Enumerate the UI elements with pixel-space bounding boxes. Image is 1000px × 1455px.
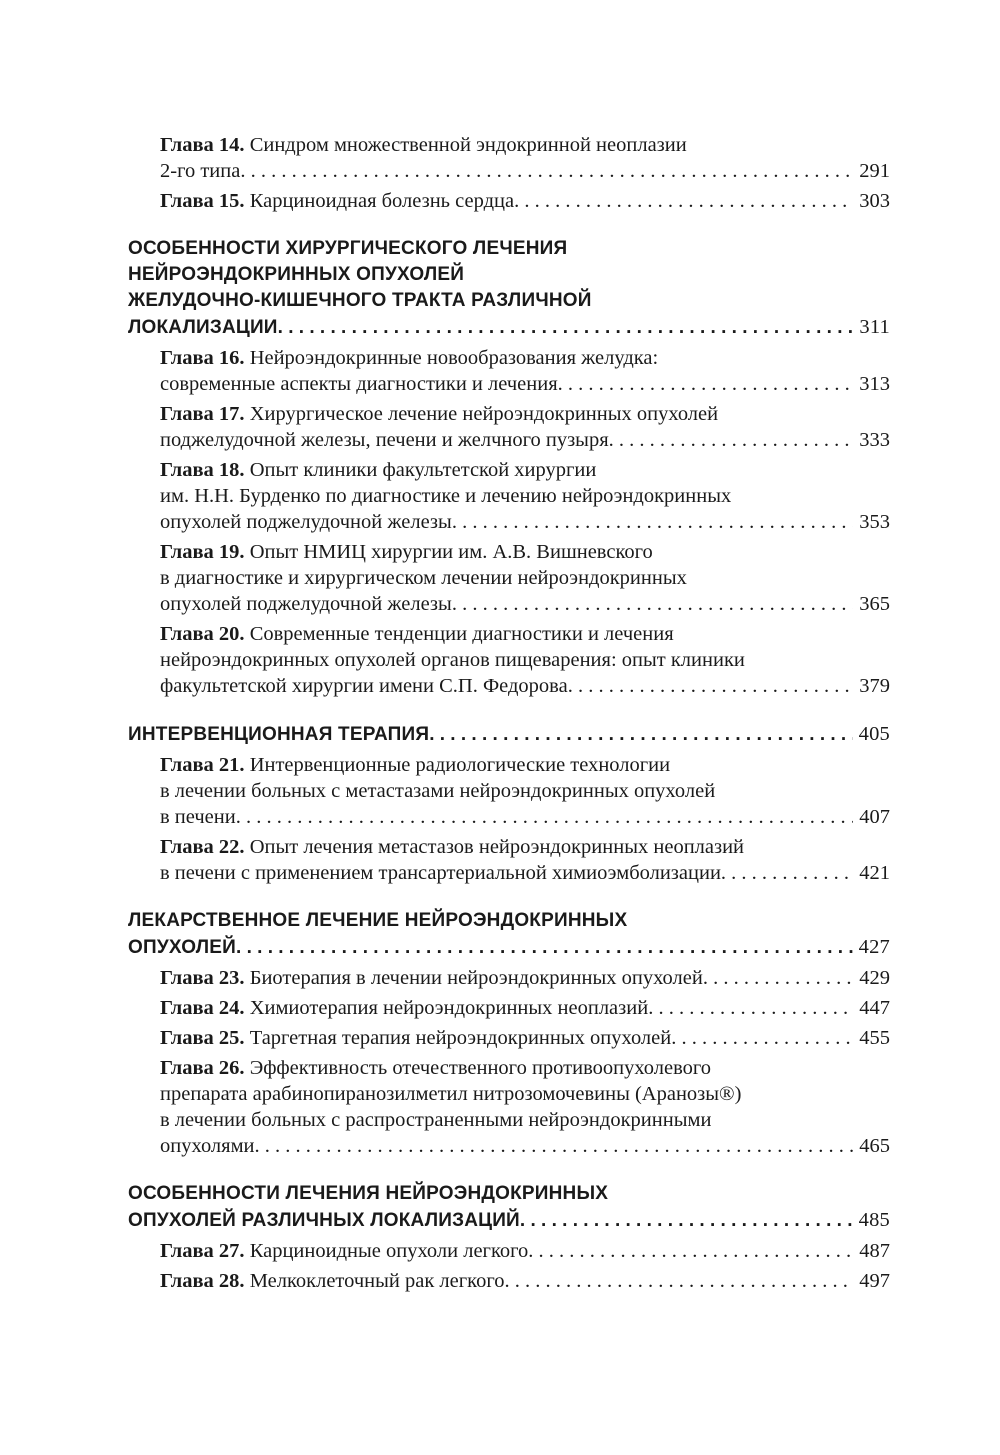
toc-entry-text bbox=[160, 1025, 671, 1051]
toc-entry-line bbox=[160, 834, 890, 860]
dot-leader bbox=[452, 591, 853, 617]
chapter-title-text: Карциноидная болезнь сердца bbox=[249, 190, 515, 212]
toc-entry-text bbox=[160, 158, 240, 184]
chapter-title-text: Мелкоклеточный рак легкого bbox=[249, 1270, 505, 1292]
toc-entry-text bbox=[160, 427, 609, 453]
toc-entry-final-line bbox=[128, 934, 890, 961]
toc-entry-final-line bbox=[160, 371, 890, 397]
page-number: 353 bbox=[859, 511, 890, 533]
page-number: 407 bbox=[859, 806, 890, 828]
toc-entry-text bbox=[160, 1238, 528, 1264]
dot-leader bbox=[558, 371, 854, 397]
chapter-title-text: опухолей поджелудочной железы bbox=[160, 593, 452, 615]
dot-leader bbox=[514, 188, 853, 214]
toc-entry-text bbox=[160, 1268, 504, 1294]
section-title-text: ОПУХОЛЕЙ bbox=[128, 937, 237, 958]
toc-entry-line bbox=[160, 647, 890, 673]
chapter-title-text: препарата арабинопиранозилметил нитрозомочевины (Аранозы®) bbox=[160, 1083, 742, 1105]
toc-entry-final-line bbox=[160, 1268, 890, 1294]
dot-leader bbox=[528, 1238, 853, 1264]
toc-section-entry bbox=[128, 236, 890, 341]
page-number: 447 bbox=[859, 997, 890, 1019]
toc-entry-line bbox=[160, 401, 890, 427]
toc-entry-line bbox=[160, 565, 890, 591]
chapter-title-text: Хирургическое лечение нейроэндокринных опухолей bbox=[249, 403, 719, 425]
toc-entry-text bbox=[160, 509, 452, 535]
chapter-label: Глава 17. bbox=[160, 403, 245, 425]
toc-entry-line bbox=[160, 483, 890, 509]
chapter-label: Глава 24. bbox=[160, 997, 245, 1019]
toc-entry-line bbox=[160, 1107, 890, 1133]
toc-chapter-entry bbox=[128, 345, 890, 397]
dot-leader bbox=[278, 315, 854, 341]
chapter-label: Глава 15. bbox=[160, 190, 245, 212]
chapter-title-text: Интервенционные радиологические технологии bbox=[249, 754, 671, 776]
chapter-title-text: Карциноидные опухоли легкого bbox=[249, 1240, 529, 1262]
toc-chapter-entry bbox=[128, 401, 890, 453]
toc-chapter-entry bbox=[128, 132, 890, 184]
section-title-text: ЖЕЛУДОЧНО-КИШЕЧНОГО ТРАКТА РАЗЛИЧНОЙ bbox=[128, 290, 592, 311]
toc-entry-final-line bbox=[128, 721, 890, 748]
toc-entry-final-line bbox=[160, 995, 890, 1021]
dot-leader bbox=[236, 804, 854, 830]
toc-entry-text bbox=[160, 965, 703, 991]
toc-chapter-entry bbox=[128, 834, 890, 886]
toc-entry-line bbox=[160, 539, 890, 565]
toc-entry-line bbox=[160, 621, 890, 647]
dot-leader bbox=[520, 1208, 853, 1234]
toc-chapter-entry bbox=[128, 752, 890, 830]
toc-entry-text bbox=[128, 315, 278, 341]
section-title-text: ОПУХОЛЕЙ РАЗЛИЧНЫХ ЛОКАЛИЗАЦИЙ bbox=[128, 1210, 520, 1231]
toc-section-entry bbox=[128, 721, 890, 748]
page-number: 379 bbox=[859, 675, 890, 697]
dot-leader bbox=[236, 935, 853, 961]
page-number: 465 bbox=[859, 1135, 890, 1157]
toc-chapter-entry bbox=[128, 965, 890, 991]
toc-entry-text bbox=[160, 804, 236, 830]
chapter-title-text: Нейроэндокринные новообразования желудка: bbox=[249, 347, 659, 369]
toc-chapter-entry bbox=[128, 188, 890, 214]
page-number: 303 bbox=[859, 190, 890, 212]
chapter-title-text: Биотерапия в лечении нейроэндокринных опухолей bbox=[249, 967, 703, 989]
toc-entry-line bbox=[128, 288, 890, 314]
page-number: 429 bbox=[859, 967, 890, 989]
chapter-title-text: опухолями bbox=[160, 1135, 255, 1157]
toc-section-entry bbox=[128, 1181, 890, 1234]
toc-entry-final-line bbox=[160, 158, 890, 184]
toc-entry-line bbox=[128, 908, 890, 934]
toc-entry-final-line bbox=[160, 509, 890, 535]
page-number: 311 bbox=[859, 316, 890, 338]
toc-entry-final-line bbox=[160, 860, 890, 886]
dot-leader bbox=[452, 509, 853, 535]
chapter-title-text: факультетской хирургии имени С.П. Федорова bbox=[160, 675, 568, 697]
toc-entry-line bbox=[160, 1081, 890, 1107]
dot-leader bbox=[504, 1268, 853, 1294]
toc-entry-line bbox=[160, 778, 890, 804]
toc-chapter-entry bbox=[128, 457, 890, 535]
chapter-title-text: Химиотерапия нейроэндокринных неоплазий bbox=[249, 997, 649, 1019]
dot-leader bbox=[648, 995, 853, 1021]
toc-entry-line bbox=[160, 132, 890, 158]
toc-entry-text bbox=[128, 722, 429, 748]
section-title-text: ИНТЕРВЕНЦИОННАЯ ТЕРАПИЯ bbox=[128, 724, 430, 745]
chapter-title-text: поджелудочной железы, печени и желчного пузыря bbox=[160, 429, 609, 451]
page-number: 405 bbox=[858, 723, 890, 745]
toc-chapter-entry bbox=[128, 995, 890, 1021]
chapter-label: Глава 18. bbox=[160, 459, 245, 481]
toc-entry-text bbox=[128, 935, 236, 961]
page-number: 421 bbox=[859, 862, 890, 884]
chapter-title-text: Синдром множественной эндокринной неоплазии bbox=[249, 134, 687, 156]
toc-entry-text bbox=[160, 591, 452, 617]
chapter-label: Глава 22. bbox=[160, 836, 245, 858]
toc-entry-final-line bbox=[160, 427, 890, 453]
chapter-label: Глава 19. bbox=[160, 541, 245, 563]
toc-entry-final-line bbox=[160, 673, 890, 699]
toc-chapter-entry bbox=[128, 1025, 890, 1051]
toc-chapter-entry bbox=[128, 1268, 890, 1294]
section-title-text: ОСОБЕННОСТИ ХИРУРГИЧЕСКОГО ЛЕЧЕНИЯ bbox=[128, 238, 568, 259]
page-number: 455 bbox=[859, 1027, 890, 1049]
chapter-title-text: нейроэндокринных опухолей органов пищеварения: опыт клиники bbox=[160, 649, 745, 671]
chapter-label: Глава 25. bbox=[160, 1027, 245, 1049]
section-title-text: НЕЙРОЭНДОКРИННЫХ ОПУХОЛЕЙ bbox=[128, 264, 465, 285]
toc-entry-final-line bbox=[128, 1207, 890, 1234]
page-number: 313 bbox=[859, 373, 890, 395]
toc-entry-line bbox=[128, 1181, 890, 1207]
table-of-contents bbox=[128, 132, 890, 1298]
toc-chapter-entry bbox=[128, 539, 890, 617]
page-number: 487 bbox=[859, 1240, 890, 1262]
toc-entry-text bbox=[160, 188, 514, 214]
page-number: 333 bbox=[859, 429, 890, 451]
toc-entry-final-line bbox=[160, 1133, 890, 1159]
toc-entry-line bbox=[160, 752, 890, 778]
dot-leader bbox=[703, 965, 853, 991]
toc-entry-text bbox=[160, 371, 558, 397]
section-title-text: ЛЕКАРСТВЕННОЕ ЛЕЧЕНИЕ НЕЙРОЭНДОКРИННЫХ bbox=[128, 910, 628, 931]
toc-entry-line bbox=[160, 457, 890, 483]
chapter-label: Глава 28. bbox=[160, 1270, 245, 1292]
chapter-label: Глава 16. bbox=[160, 347, 245, 369]
toc-entry-final-line bbox=[128, 314, 890, 341]
chapter-title-text: Опыт клиники факультетской хирургии bbox=[249, 459, 597, 481]
chapter-label: Глава 20. bbox=[160, 623, 245, 645]
chapter-title-text: в печени с применением трансартериальной химиоэмболизации bbox=[160, 862, 721, 884]
chapter-title-text: в печени bbox=[160, 806, 236, 828]
page-number: 485 bbox=[858, 1209, 890, 1231]
chapter-title-text: в лечении больных с метастазами нейроэндокринных опухолей bbox=[160, 780, 716, 802]
section-title-text: ЛОКАЛИЗАЦИИ bbox=[128, 317, 278, 338]
dot-leader bbox=[721, 860, 853, 886]
chapter-title-text: Эффективность отечественного противоопухолевого bbox=[249, 1057, 712, 1079]
chapter-title-text: в лечении больных с распространенными нейроэндокринными bbox=[160, 1109, 712, 1131]
dot-leader bbox=[255, 1133, 854, 1159]
chapter-label: Глава 27. bbox=[160, 1240, 245, 1262]
chapter-label: Глава 21. bbox=[160, 754, 245, 776]
dot-leader bbox=[429, 722, 852, 748]
chapter-title-text: опухолей поджелудочной железы bbox=[160, 511, 452, 533]
chapter-title-text: им. Н.Н. Бурденко по диагностике и лечению нейроэндокринных bbox=[160, 485, 732, 507]
toc-entry-text bbox=[128, 1208, 520, 1234]
chapter-label: Глава 14. bbox=[160, 134, 245, 156]
chapter-label: Глава 26. bbox=[160, 1057, 245, 1079]
chapter-label: Глава 23. bbox=[160, 967, 245, 989]
toc-chapter-entry bbox=[128, 1238, 890, 1264]
chapter-title-text: Современные тенденции диагностики и лечения bbox=[249, 623, 674, 645]
section-title-text: ОСОБЕННОСТИ ЛЕЧЕНИЯ НЕЙРОЭНДОКРИННЫХ bbox=[128, 1183, 609, 1204]
chapter-title-text: современные аспекты диагностики и лечения bbox=[160, 373, 558, 395]
page-number: 365 bbox=[859, 593, 890, 615]
toc-entry-final-line bbox=[160, 188, 890, 214]
chapter-title-text: Опыт лечения метастазов нейроэндокринных неоплазий bbox=[249, 836, 745, 858]
toc-entry-line bbox=[160, 345, 890, 371]
page-number: 427 bbox=[858, 936, 890, 958]
chapter-title-text: Опыт НМИЦ хирургии им. А.В. Вишневского bbox=[249, 541, 653, 563]
toc-entry-text bbox=[160, 860, 721, 886]
dot-leader bbox=[240, 158, 853, 184]
toc-entry-final-line bbox=[160, 591, 890, 617]
page-number: 497 bbox=[859, 1270, 890, 1292]
toc-entry-text bbox=[160, 1133, 255, 1159]
toc-entry-line bbox=[160, 1055, 890, 1081]
dot-leader bbox=[609, 427, 854, 453]
chapter-title-text: 2-го типа bbox=[160, 160, 241, 182]
page-number: 291 bbox=[859, 160, 890, 182]
dot-leader bbox=[671, 1025, 853, 1051]
toc-entry-line bbox=[128, 236, 890, 262]
toc-entry-final-line bbox=[160, 804, 890, 830]
toc-entry-text bbox=[160, 673, 568, 699]
toc-chapter-entry bbox=[128, 621, 890, 699]
toc-section-entry bbox=[128, 908, 890, 961]
chapter-title-text: Таргетная терапия нейроэндокринных опухолей bbox=[249, 1027, 672, 1049]
dot-leader bbox=[568, 673, 854, 699]
toc-entry-final-line bbox=[160, 1238, 890, 1264]
toc-entry-text bbox=[160, 995, 648, 1021]
toc-entry-line bbox=[128, 262, 890, 288]
toc-chapter-entry bbox=[128, 1055, 890, 1159]
toc-entry-final-line bbox=[160, 965, 890, 991]
chapter-title-text: в диагностике и хирургическом лечении нейроэндокринных bbox=[160, 567, 687, 589]
toc-entry-final-line bbox=[160, 1025, 890, 1051]
